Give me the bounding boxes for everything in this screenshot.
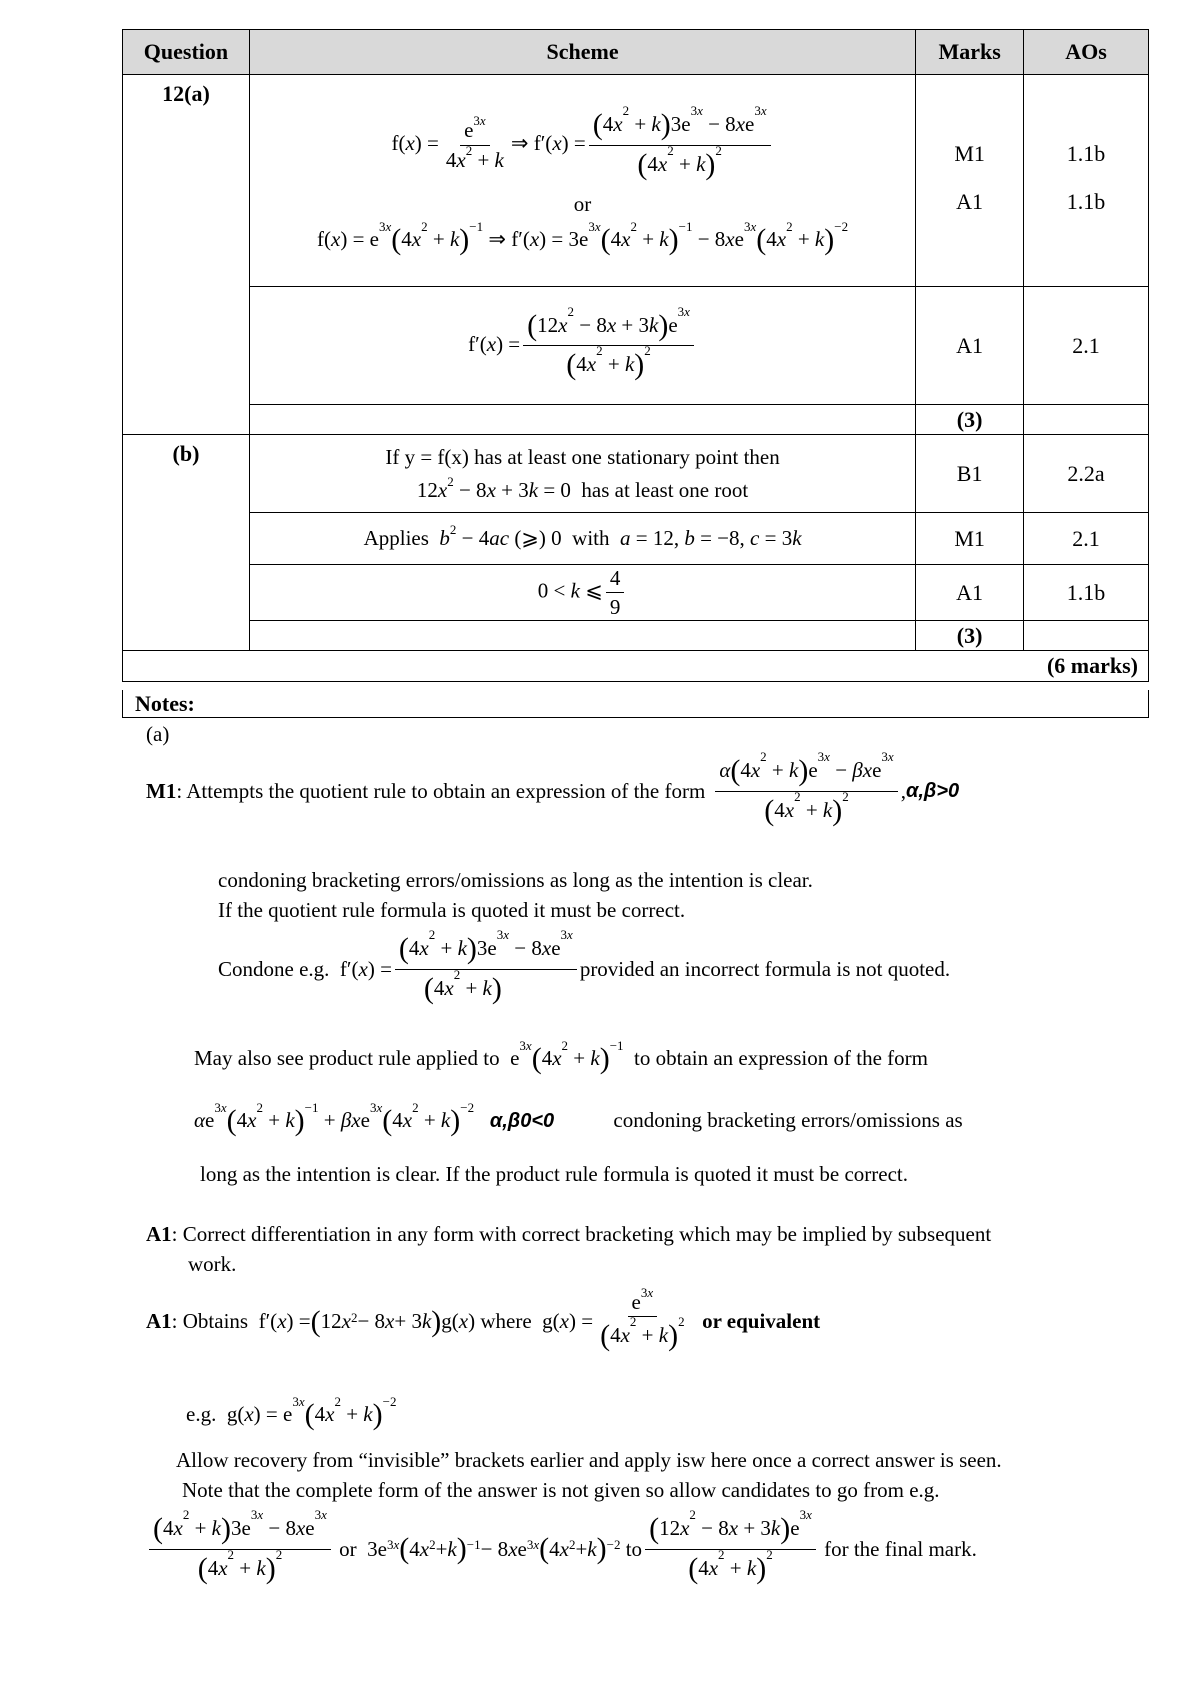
note-final-forms: $\frac{(4x^2 + k)3e^{3x} - 8xe^{3x}}{(4x^2 + k)^2}$ or 3e $^{3x}$ ( 4 x $^2$ + k ) $^{-1}$ − 8 x e $^{3x}$ ( 4 x $^2$ + k ) $^{-2}$ to $\frac{(12x^2 - 8x + 3k)e^{3x}}{(4x^2 + k)^2}$ for the final mark. [146, 1512, 977, 1586]
notes-heading-box [122, 690, 1149, 718]
note-a1: A1: Correct differentiation in any form with correct bracketing which may be implied by subsequent [146, 1222, 992, 1246]
marks-12b-m1: M1 [916, 513, 1024, 565]
note-m1: M1 : Attempts the quotient rule to obtain an expression of the form $\frac{\alpha(4x^2 + k)e^{3x} - \beta xe^{3x}}{(4x^2 + k)^2}$ , α,β>0 [146, 749, 960, 827]
scheme-12a-final: f′(x) = $\frac{(12x^2 - 8x + 3k)e^{3x}}{(4x^2 + k)^2}$ [249, 287, 915, 405]
mark-scheme-table [122, 29, 1149, 682]
note-product-form: $\alpha e^{3x}(4x^2 + k)^{-1} + \beta xe^{3x}(4x^2 + k)^{-2}$ α,β0<0 condoning bracketing errors/omissions as [194, 1100, 963, 1137]
header-scheme: Scheme [249, 30, 915, 75]
marks-12b-a1: A1 [916, 565, 1024, 621]
aos-12a-m1a1: 1.1b 1.1b [1024, 75, 1149, 287]
marks-12b-b1: B1 [916, 435, 1024, 513]
note-product-line2: long as the intention is clear. If the product rule formula is quoted it must be correct. [200, 1162, 908, 1186]
note-condone-2: If the quotient rule formula is quoted it must be correct. [218, 898, 686, 922]
note-a1-work: work. [188, 1252, 237, 1276]
notes-part-a: (a) [146, 722, 170, 746]
note-condone-eg: Condone e.g. f′( x ) = $\frac{(4x^2 + k)3e^{3x} - 8xe^{3x}}{(4x^2 + k)}$ provided an incorrect formula is not quoted. [218, 927, 951, 1005]
scheme-12b-a1: 0 < k ⩽ $\frac{4}{9}$ [249, 565, 915, 621]
question-12a: 12(a) [123, 75, 250, 435]
note-eg-g: e.g. $g(x) = e^{3x}(4x^2 + k)^{-2}$ [186, 1394, 397, 1431]
aos-12a-a1: 2.1 [1024, 287, 1149, 405]
notes-heading: Notes: [135, 691, 195, 716]
scheme-12a-derivative: f(x) = $\frac{e^{3x}}{4x^2 + k}$ ⇒ f′(x) = $\frac{(4x^2 + k)3e^{3x} - 8xe^{3x}}{(4x^2 + k)^2}$ or $f(x) = e^{3x}(4x^2 + k)^{-1}$ ⇒ $f'(x) = 3e^{3x}(4x^2 + k)^{-1} - 8xe^{3x}(4x^2 + k)^{-2}$ [249, 75, 915, 287]
or-text: or [573, 192, 592, 216]
aos-12b-m1: 2.1 [1024, 513, 1149, 565]
subtotal-12a: (3) [916, 405, 1024, 435]
header-aos: AOs [1024, 30, 1149, 75]
subtotal-12b: (3) [916, 621, 1024, 651]
question-12b: (b) [123, 435, 250, 651]
note-condone-1: condoning bracketing errors/omissions as long as the intention is clear. [218, 868, 813, 892]
aos-12b-b1: 2.2a [1024, 435, 1149, 513]
note-allow-2: Note that the complete form of the answer is not given so allow candidates to go from e.g. [182, 1478, 940, 1502]
note-allow-1: Allow recovery from “invisible” brackets earlier and apply isw here once a correct answer is seen. [176, 1448, 1002, 1472]
marks-12a-m1a1: M1 A1 [916, 75, 1024, 287]
marks-12a-a1: A1 [916, 287, 1024, 405]
header-marks: Marks [916, 30, 1024, 75]
note-product-intro: May also see product rule applied to $e^{3x}(4x^2 + k)^{-1}$ to obtain an expression of the form [194, 1038, 928, 1075]
header-question: Question [123, 30, 250, 75]
note-a1b: A1 : Obtains f′( x ) = ( 12 x $^2$ − 8 x + 3 k ) g( x ) where g( x ) = $\frac{e^{3x}}{(4x^2 + k)^2}$ or equivalent [146, 1285, 821, 1353]
scheme-12b-m1: Applies $b^2 - 4ac$ (⩾) 0 with a = 12, b = −8, c = 3k [249, 513, 915, 565]
aos-12b-a1: 1.1b [1024, 565, 1149, 621]
scheme-12b-b1: If y = f(x) has at least one stationary point then $12x^2 - 8x + 3k = 0$ has at least one root [249, 435, 915, 513]
total-marks: (6 marks) [123, 651, 1149, 682]
